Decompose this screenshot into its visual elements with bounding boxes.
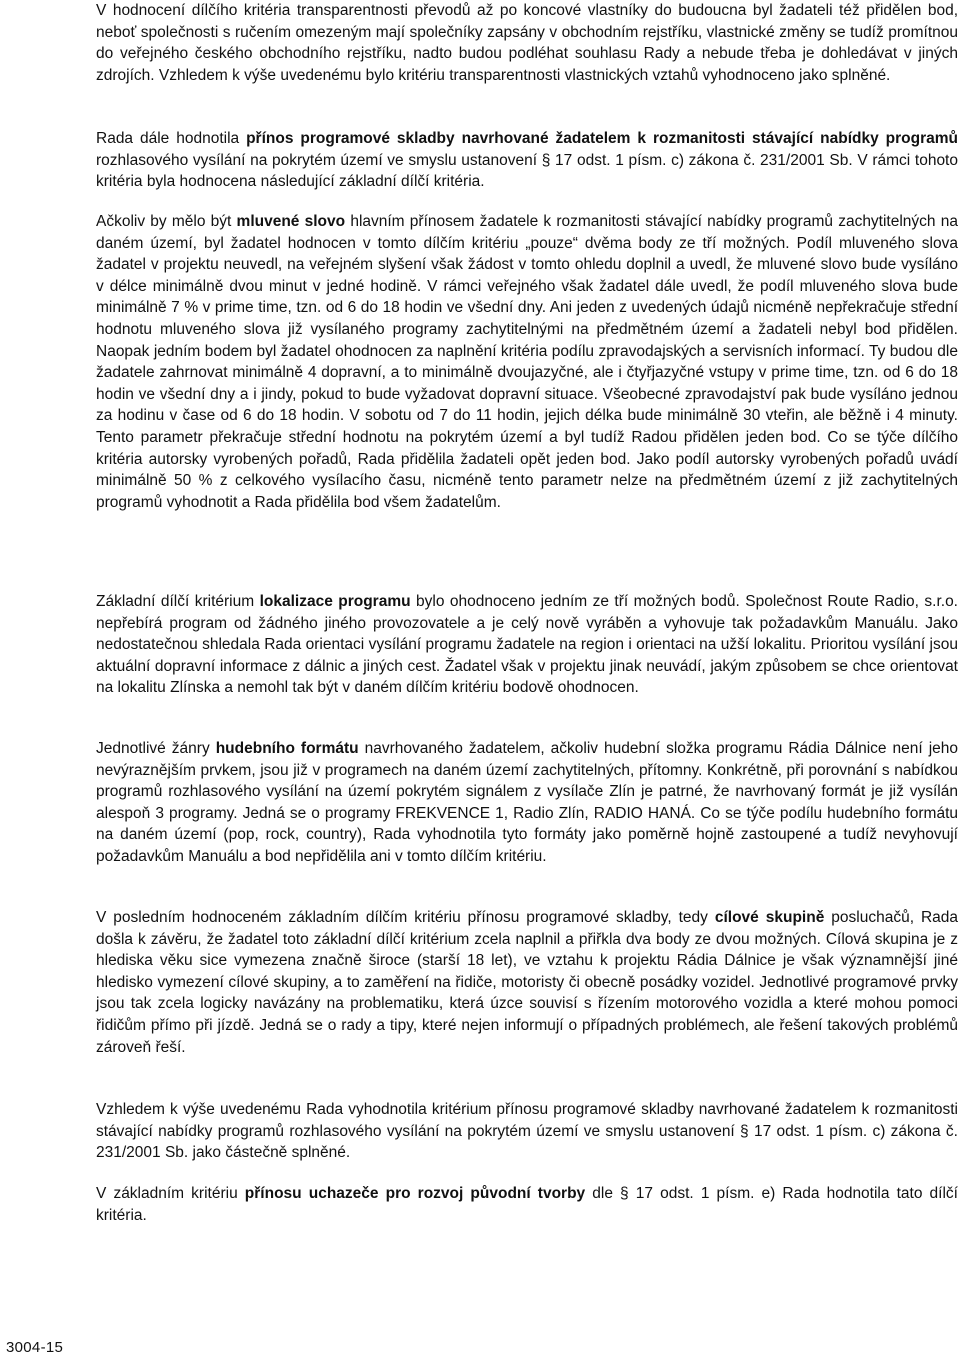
paragraph-text: dle § 17 odst. 1 písm. e) Rada hodnotila tato dílčí kritéria. <box>96 1185 958 1224</box>
bold-term: přínos programové skladby navrhované žadatelem k rozmanitosti stávající nabídky programů <box>246 130 958 147</box>
paragraph-text: Rada dále hodnotila <box>96 130 247 147</box>
paragraph-text: rozhlasového vysílání na pokrytém území ve smyslu ustanovení § 17 odst. 1 písm. c) zákona č. 231/2001 Sb. V rámci tohoto kritéria byla hodnocena následující základní dílčí kritéria. <box>96 151 958 191</box>
paragraph-program-conclusion <box>96 1099 958 1164</box>
paragraph-music-format <box>96 738 958 868</box>
bold-term: lokalizace programu <box>259 593 411 610</box>
paragraph-text: posluchačů, Rada došla k závěru, že žadatel toto základní dílčí kritérium zcela naplnil a přiřkla dva body ze dvou možných. Cílová skupina je z hlediska věku sice vymezena značně široce (starší 18 let), ve vztahu k projektu Rádia Dálnice je však významnější jiné hledisko vymezení cílové skupiny, a to zaměření na řidiče, motoristy či obecně posádky vozidel. Jednotlivé programové prvky jsou tak zcela logicky navázány na problematiku, která úzce souvisí s řízením motorového vozidla a které mohou pomoci řidičům přímo při jízdě. Jedná se o rady a tipy, které nejen informují o případných problémech, ale řešení takových problémů zároveň řeší. <box>96 909 958 1056</box>
paragraph-spoken-word <box>96 211 958 513</box>
paragraph-text: Vzhledem k výše uvedenému Rada vyhodnotila kritérium přínosu programové skladby navrhované žadatelem k rozmanitosti stávající nabídky programů rozhlasového vysílání na pokrytém území ve smyslu ustanovení § 17 odst. 1 písm. c) zákona č. 231/2001 Sb. jako částečně splněné. <box>96 1101 958 1162</box>
paragraph-transparency-criterion <box>96 0 958 86</box>
paragraph-text: Ačkoliv by mělo být <box>96 213 237 230</box>
paragraph-text: bylo ohodnoceno jedním ze tří možných bodů. Společnost Route Radio, s.r.o. nepřebírá program od žádného jiného provozovatele a je celý nově vyráběn a vyhovuje tak požadavkům Manuálu. Jako nedostatečnou shledala Rada orientaci vysílání programu žadatele na region i orientaci na užší lokalitu. Prioritou vysílání jsou aktuální dopravní informace z dálnic a jiných cest. Žadatel však v projektu jinak neuvádí, jakým způsobem se chce orientovat na lokalitu Zlínska a nemohl tak být v daném dílčím kritériu bodově ohodnocen. <box>96 593 958 697</box>
paragraph-text: V hodnocení dílčího kritéria transparentnosti převodů až po koncové vlastníky do budoucna byl žadateli též přidělen bod, neboť společnosti s ručením omezeným mají společníky zapsány v obchodním rejstříku, vlastnické změny se tudíž promítnou do veřejného českého obchodního rejstříku, nadto budou podléhat souhlasu Rady a nebude třeba je dohledávat v jiných zdrojích. Vzhledem k výše uvedenému bylo kritériu transparentnosti vlastnických vztahů vyhodnoceno jako splněné. <box>96 2 958 84</box>
bold-term: přínosu uchazeče pro rozvoj původní tvorby <box>244 1185 586 1202</box>
paragraph-text: Základní dílčí kritérium <box>96 593 260 610</box>
paragraph-text: Jednotlivé žánry <box>96 740 216 757</box>
paragraph-text: navrhovaného žadatelem, ačkoliv hudební složka programu Rádia Dálnice není jeho nevýraznějším prvkem, jsou již v programech na daném území zachytitelných, přítomny. Konkrétně, při porovnání s nabídkou programů rozhlasového vysílání na území pokrytém signálem z vysílače Zlín je patrné, že navrhovaný formát je již vysílán alespoň 3 programy. Jedná se o programy FREKVENCE 1, Radio Zlín, RADIO HANÁ. Co se týče podílu hudebního formátu na daném území (pop, rock, country), Rada vyhodnotila tyto formáty jako poměrně hojně zastoupené a tudíž nevyhovují požadavkům Manuálu a bod nepřidělila ani v tomto dílčím kritériu. <box>96 740 959 865</box>
paragraph-text: hlavním přínosem žadatele k rozmanitosti stávající nabídky programů zachytitelných na daném území, byl žadatel hodnocen v tomto dílčím kritériu „pouze“ dvěma body ze tří možných. Podíl mluveného slova žadatel v projektu neuvedl, na veřejném slyšení však žádost v tomto ohledu doplnil a uvedl, že mluvené slovo bude vysíláno v délce minimálně dvou minut v jedné hodině. V rámci veřejného však žadatel dále uvedl, že podíl mluveného slova bude minimálně 7 % v prime time, tzn. od 6 do 18 hodin ve všední dny. Ani jeden z uvedených údajů nicméně nepřekračuje střední hodnotu mluveného slova již vysílaného programy zachytitelnými na předmětném území a žadateli nebyl bod přidělen. Naopak jedním bodem byl žadatel ohodnocen za naplnění kritéria podílu zpravodajských a servisních informací. Ty budou dle žadatele zahrnovat minimálně 4 dopravní, a to minimálně dvoujazyčné, ale i čtyřjazyčné vstupy v prime time, tzn. od 6 do 18 hodin ve všední dny a i jindy, pokud to bude vyžadovat dopravní situace. Všeobecné zpravodajství pak bude vysíláno jednou za hodinu v čase od 6 do 18 hodin. V sobotu od 7 do 11 hodin, jejich délka bude minimálně 30 vteřin, ale běžně i 4 minuty. Tento parametr překračuje střední hodnotu na pokrytém území a byl tudíž Radou přidělen jeden bod. Co se týče dílčího kritéria autorsky vyrobených pořadů, Rada přidělila žadateli opět jeden bod. Jako podíl autorsky vyrobených pořadů uvádí minimálně 50 % z celkového vysílacího času, nicméně tento parametr nelze na předmětném území z již zachytitelných programů vyhodnotit a Rada přidělila bod všem žadatelům. <box>96 213 958 511</box>
paragraph-text: V posledním hodnoceném základním dílčím kritériu přínosu programové skladby, tedy <box>96 909 715 926</box>
bold-term: cílové skupině <box>714 909 825 926</box>
paragraph-original-production <box>96 1183 958 1226</box>
paragraph-target-group <box>96 907 958 1058</box>
bold-term: mluvené slovo <box>236 213 346 230</box>
bold-term: hudebního formátu <box>215 740 359 757</box>
paragraph-text: V základním kritériu <box>96 1185 245 1202</box>
paragraph-program-localization <box>96 591 958 699</box>
paragraph-program-contribution-intro <box>96 128 958 193</box>
page-footer-code: 3004-15 <box>6 1339 64 1356</box>
